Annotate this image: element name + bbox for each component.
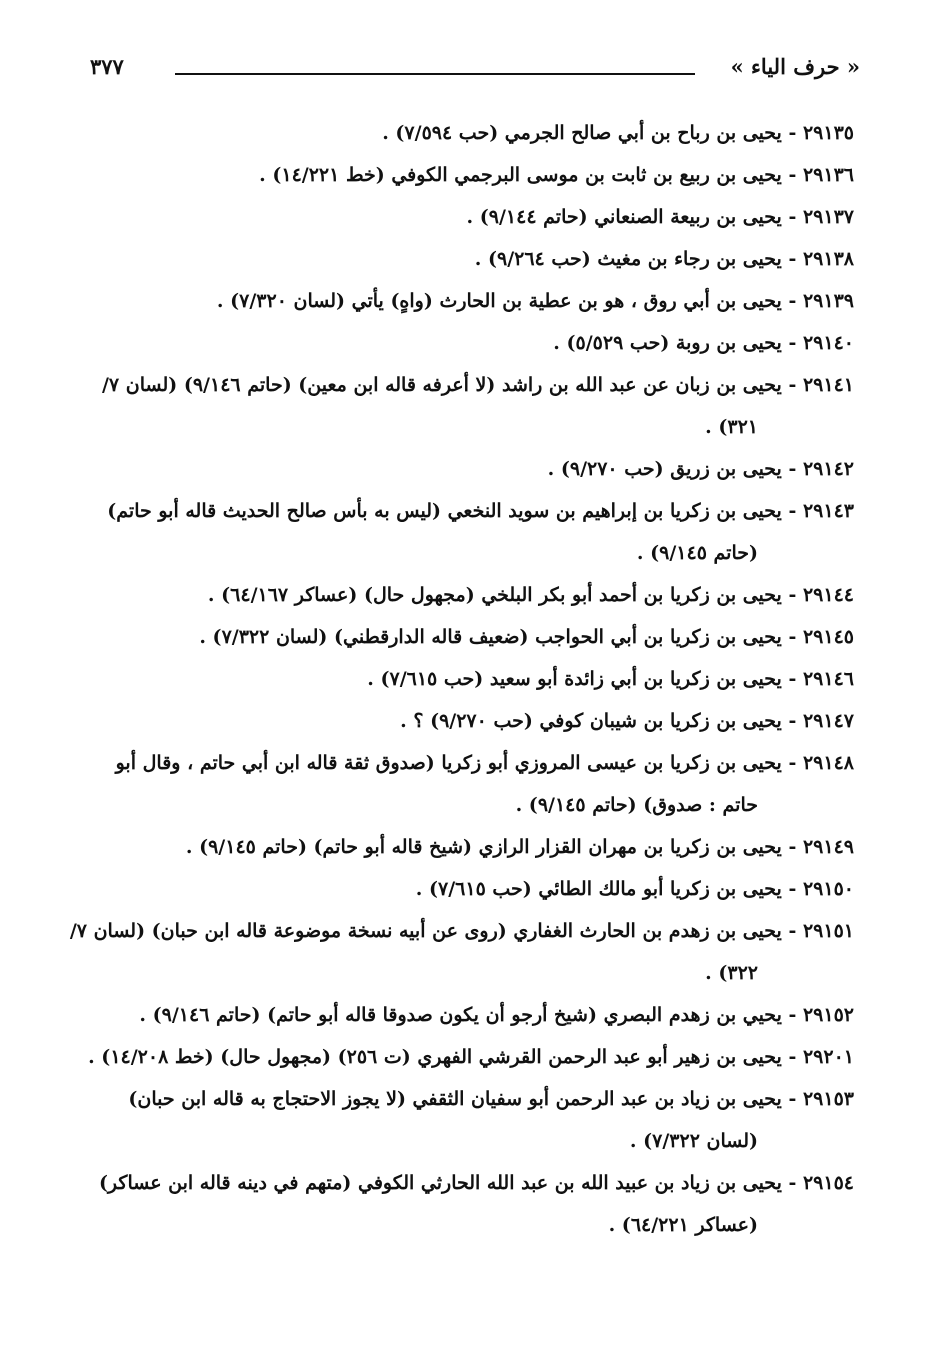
entry-text: ٢٩١٤٠ - يحيى بن روبة (حب ٥/٥٢٩) .: [553, 332, 854, 354]
entry-text: ٢٩١٤٥ - يحيى بن زكريا بن أبي الحواجب (ضعيف قاله الدارقطني) (لسان ٧/٣٢٢) .: [199, 626, 854, 648]
entry-continuation: حاتم : صدوق) (حاتم ٩/١٤٥) .: [515, 794, 758, 816]
entry-text: ٢٩١٥٤ - يحيى بن زياد بن عبيد الله بن عبد الله الحارثي الكوفي (متهم في دينه قاله ابن عساكر): [98, 1172, 854, 1194]
list-item: [74, 1078, 854, 1162]
list-item: [74, 742, 854, 826]
entry-text: ٢٩١٣٩ - يحيى بن أبي روق ، هو بن عطية بن الحارث (واهٍ) يأتي (لسان ٧/٣٢٠) .: [216, 290, 854, 312]
list-item: [69, 910, 854, 994]
entry-text: ٢٩١٤٢ - يحيى بن زريق (حب ٩/٢٧٠) .: [547, 458, 854, 480]
list-item: [74, 154, 854, 196]
list-item: [74, 112, 854, 154]
entry-text: ٢٩١٤٤ - يحيى بن زكريا بن أحمد أبو بكر البلخي (مجهول حال) (عساكر ٦٤/١٦٧) .: [207, 584, 854, 606]
list-item: [74, 1036, 854, 1078]
list-item: [74, 868, 854, 910]
list-item: [74, 658, 854, 700]
entry-text: ٢٩١٤٨ - يحيى بن زكريا بن عيسى المروزي أبو زكريا (صدوق ثقة قاله ابن أبي حاتم ، وقال أبو: [115, 752, 854, 774]
entry-text: ٢٩١٣٥ - يحيى بن رباح بن أبي صالح الجرمي (حب ٧/٥٩٤) .: [382, 122, 854, 144]
list-item: [74, 238, 854, 280]
entry-text: ٢٩١٥١ - يحيى بن زهدم بن الحارث الغفاري (روى عن أبيه نسخة موضوعة قاله ابن حبان) (لسان ٧/: [69, 920, 854, 942]
entry-text: ٢٩١٤١ - يحيى بن زبان عن عبد الله بن راشد (لا أعرفه قاله ابن معين) (حاتم ٩/١٤٦) (لسان ٧/: [101, 374, 854, 396]
entry-continuation: (عساكر ٦٤/٢٢١) .: [608, 1214, 758, 1236]
entry-text: ٢٩١٥٣ - يحيى بن زياد بن عبد الرحمن أبو سفيان الثقفي (لا يجوز الاحتجاج به قاله ابن حبان): [128, 1088, 854, 1110]
list-item: [74, 574, 854, 616]
entry-text: ٢٩١٤٩ - يحيى بن زكريا بن مهران القزار الرازي (شيخ قاله أبو حاتم) (حاتم ٩/١٤٥) .: [185, 836, 854, 858]
header-rule: [175, 73, 695, 75]
list-item: [74, 826, 854, 868]
entry-continuation: (لسان ٧/٣٢٢) .: [629, 1130, 758, 1152]
entry-text: ٢٩١٥٠ - يحيى بن زكريا أبو مالك الطائي (حب ٧/٦١٥) .: [415, 878, 854, 900]
entry-text: ٢٩١٥٢ - يحيي بن زهدم البصري (شيخ أرجو أن يكون صدوقا قاله أبو حاتم) (حاتم ٩/١٤٦) .: [139, 1004, 854, 1026]
entry-text: ٢٩١٣٧ - يحيى بن ربيعة الصنعاني (حاتم ٩/١٤٤) .: [466, 206, 854, 228]
list-item: [74, 364, 854, 448]
list-item: [74, 1162, 854, 1246]
entry-text: ٢٩١٣٨ - يحيى بن رجاء بن مغيث (حب ٩/٢٦٤) .: [474, 248, 854, 270]
list-item: [74, 616, 854, 658]
list-item: [74, 994, 854, 1036]
entry-continuation: ٣٢١) .: [705, 416, 758, 438]
entry-text: ٢٩١٤٧ - يحيى بن زكريا بن شيبان كوفي (حب ٩/٢٧٠) ؟ .: [400, 710, 854, 732]
entry-continuation: (حاتم ٩/١٤٥) .: [636, 542, 758, 564]
list-item: [74, 700, 854, 742]
page-header: [90, 50, 860, 90]
entry-text: ٢٩٢٠١ - يحيى بن زهير أبو عبد الرحمن القرشي الفهري (ت ٢٥٦) (مجهول حال) (خط ١٤/٢٠٨) .: [88, 1046, 854, 1068]
page-number: ٣٧٧: [90, 54, 124, 79]
entry-text: ٢٩١٤٦ - يحيى بن زكريا بن أبي زائدة أبو سعيد (حب ٧/٦١٥) .: [367, 668, 854, 690]
chapter-title: « حرف الياء »: [730, 54, 860, 79]
entry-text: ٢٩١٤٣ - يحيى بن زكريا بن إبراهيم بن سويد النخعي (ليس به بأس صالح الحديث قاله أبو حاتم): [107, 500, 854, 522]
list-item: [74, 280, 854, 322]
list-item: [74, 196, 854, 238]
entry-text: ٢٩١٣٦ - يحيى بن ربيع بن ثابت بن موسى البرجمي الكوفي (خط ١٤/٢٢١) .: [259, 164, 854, 186]
list-item: [74, 322, 854, 364]
list-item: [74, 448, 854, 490]
entry-continuation: ٣٢٢) .: [705, 962, 758, 984]
entries-list: [69, 112, 854, 1246]
list-item: [74, 490, 854, 574]
